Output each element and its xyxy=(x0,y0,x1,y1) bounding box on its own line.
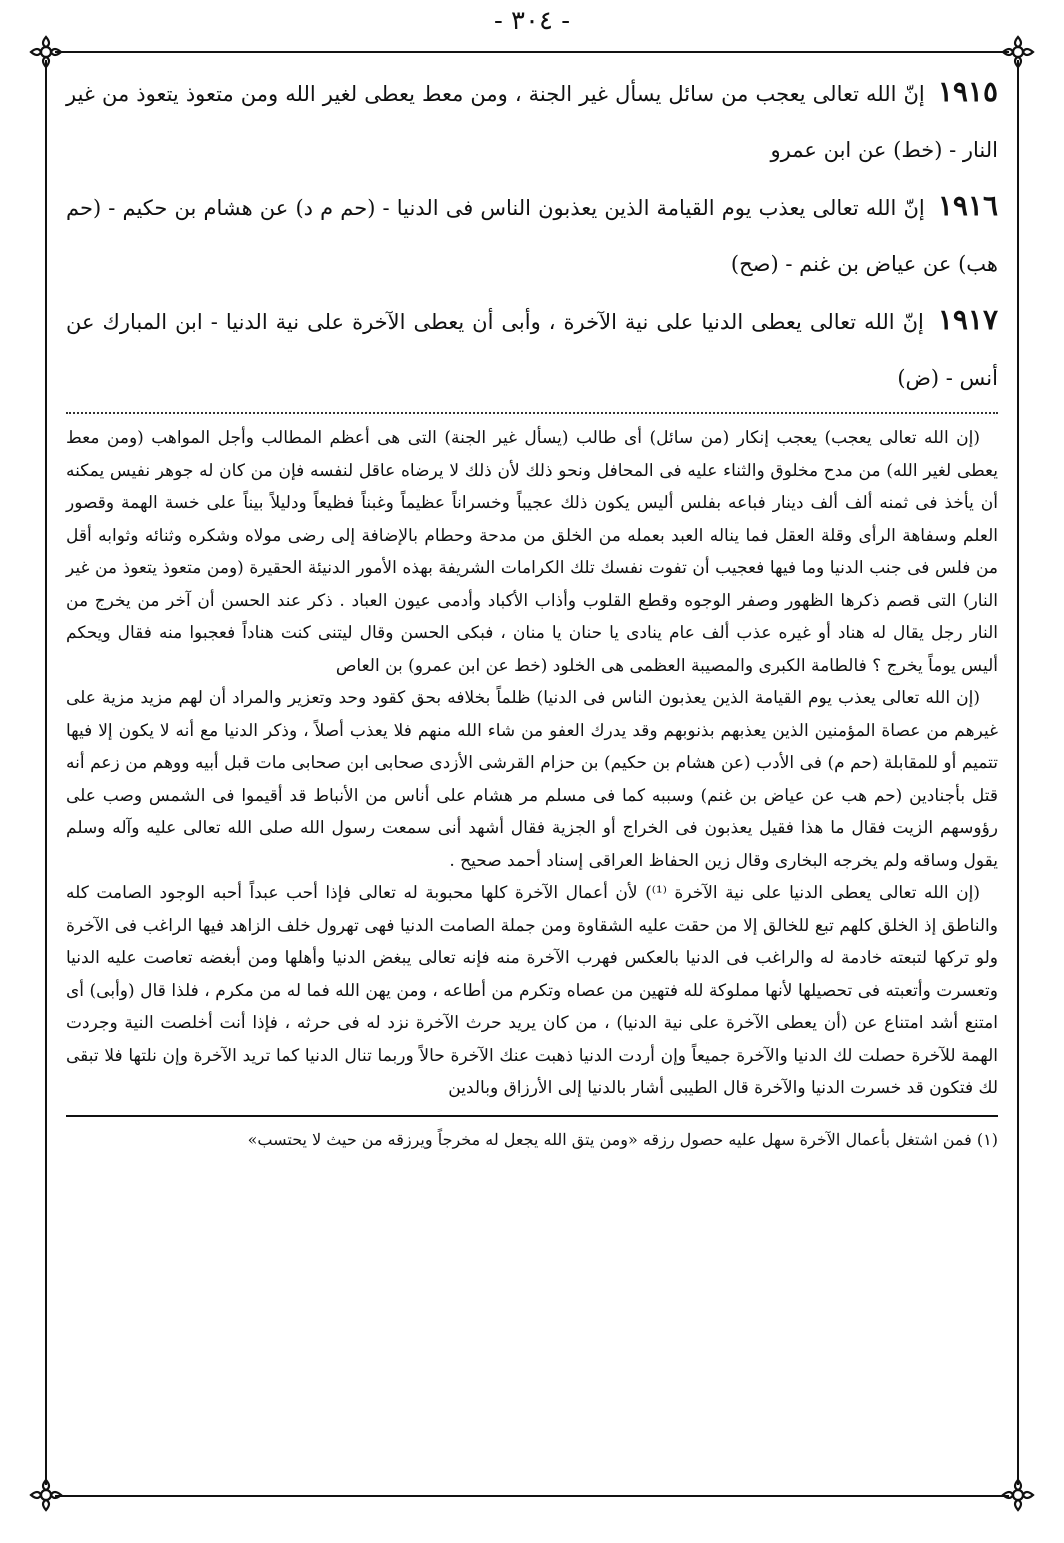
commentary-paragraph: (إن الله تعالى يعذب يوم القيامة الذين يعذبون الناس فى الدنيا) ظلماً بخلافه بحق كقود وحد وتعزير والمراد أن لهم مزيد مزية على غيرهم من عصاة المؤمنين الذين يعذبهم بذنوبهم وقد يدرك العفو من شاء الله منهم فلا يعذب أصلاً ، وذكر الدنيا مع أنه لا يكون إلا فيها تتميم أو للمقابلة (حم م) فى الأدب (عن هشام بن حكيم) بن حزام القرشى الأزدى صحابى ابن صحابى مات قبل أبيه ووهم من زعم أنه قتل بأجنادين (حم هب عن عياض بن غنم) وسببه كما فى مسلم مر هشام على أناس من الأنباط قد أقيموا فى الشمس وصب على رؤوسهم الزيت فقال ما هذا فقيل يعذبون فى الخراج أو الجزية فقال أشهد أنى سمعت رسول الله صلى الله تعالى عليه وآله وسلم يقول وساقه ولم يخرجه البخارى وقال زين الحفاظ العراقى إسناد أحمد صحيح . xyxy=(66,688,998,871)
frame-top-border xyxy=(55,51,1009,53)
hadith-section xyxy=(66,64,998,406)
hadith-entry xyxy=(66,292,998,406)
frame-right-border xyxy=(1017,60,1019,1485)
commentary-paragraph: (إن الله تعالى يعجب) يعجب إنكار (من سائل) أى طالب (يسأل غير الجنة) التى هى أعظم المطالب وأجل المواهب (ومن معط يعطى لغير الله) من مدح مخلوق والثناء عليه فى المحافل ونحو ذلك لأن ذلك لا يرضاه عاقل لنفسه فإن من كان له جوهر نفيس يمكنه أن يأخذ فى ثمنه ألف ألف دينار فباعه بفلس أليس يكون ذلك عجيباً وخسراناً عظيماً وغبناً فظيعاً ودليلاً بيناً على خسة الهمة وقصور العلم وسفاهة الرأى وقلة العقل فما يناله العبد بعمله من الخلق من مدحة وحطام بالإضافة إلى رضى مولاه وشكره وثنائه وثوابه أقل من فلس فى جنب الدنيا وما فيها فعجيب أن تفوت نفسك تلك الكرامات الشريفة بهذه الأمور الدنيئة الحقيرة (ومن متعوذ يتعوذ من غير النار) التى قصم ذكرها الظهور وصفر الوجوه وقطع القلوب وأذاب الأكباد وأدمى عيون العباد . ذكر عند الحسن أن آخر من يخرج من النار رجل يقال له هناد أو غيره عذب ألف عام ينادى يا حنان يا منان ، فبكى الحسن وقال ليتنى كنت هناداً فعجبوا منه فقال ويحكم أليس يوماً يخرج ؟ فالطامة الكبرى والمصيبة العظمى هى الخلود (خط عن ابن عمرو) بن العاص xyxy=(66,428,998,676)
hadith-entry xyxy=(66,178,998,292)
footnote: (١) فمن اشتغل بأعمال الآخرة سهل عليه حصول رزقه «ومن يتق الله يجعل له مخرجاً ويرزقه من حيث لا يحتسب» xyxy=(247,1129,998,1149)
hadith-text: إنّ الله تعالى يعطى الدنيا على نية الآخرة ، وأبى أن يعطى الآخرة على نية الدنيا - ابن المبارك عن أنس - (ض) xyxy=(66,310,998,390)
commentary-paragraph: (إن الله تعالى يعطى الدنيا على نية الآخرة ⁽¹⁾) لأن أعمال الآخرة كلها محبوبة له تعالى فإذا أحب عبداً أحبه الوجود الصامت كله والناطق إذ الخلق كلهم تبع للخالق إلا من حقت عليه الشقاوة ومن جملة الصامت الدنيا فهى تهرول خلف الزاهد فيها الراغب فى الآخرة ولو تركها لتبعته خادمة له والراغب فى الدنيا بالعكس فهرب الآخرة منه فإنه تعالى يبغض الدنيا وأهلها ومن أبغضه تعاصت عليه الدنيا وتعسرت وأتعبته فى تحصيلها لأنها مملوكة لله فتهين من عصاه وتكرم من أطاعه ، ومن يهن الله فما له من مكرم ، فلذا قال (وأبى) أى امتنع أشد امتناع عن (أن يعطى الآخرة على نية الدنيا) ، من كان يريد حرث الآخرة نزد له فى حرثه ، فإذا أنت أخلصت النية وجردت الهمة للآخرة حصلت لك الدنيا والآخرة جميعاً وإن أردت الدنيا ذهبت عنك الآخرة حالاً وربما تنال الدنيا كما تريد الآخرة وإن نلتها فلا تبقى لك فتكون قد خسرت الدنيا والآخرة قال الطيبى أشار بالدنيا إلى الأرزاق وبالدين xyxy=(66,883,998,1098)
frame-bottom-border xyxy=(55,1495,1009,1497)
corner-ornament-icon xyxy=(1000,34,1036,70)
hadith-number: ١٩١٦ xyxy=(937,189,998,222)
hadith-number: ١٩١٧ xyxy=(937,303,998,336)
hadith-entry xyxy=(66,64,998,178)
commentary-section xyxy=(66,422,998,1105)
page-content xyxy=(66,64,998,1157)
hadith-number: ١٩١٥ xyxy=(937,75,998,108)
footnote-rule xyxy=(66,1115,998,1117)
section-divider xyxy=(66,412,998,414)
page-number: - ٣٠٤ - xyxy=(493,6,571,36)
corner-ornament-icon xyxy=(28,1477,64,1513)
corner-ornament-icon xyxy=(1000,1477,1036,1513)
hadith-text: إنّ الله تعالى يعجب من سائل يسأل غير الجنة ، ومن معط يعطى لغير الله ومن متعوذ يتعوذ من غير النار - (خط) عن ابن عمرو xyxy=(66,82,998,162)
corner-ornament-icon xyxy=(28,34,64,70)
frame-left-border xyxy=(45,60,47,1485)
hadith-text: إنّ الله تعالى يعذب يوم القيامة الذين يعذبون الناس فى الدنيا - (حم م د) عن هشام بن حكيم - (حم هب) عن عياض بن غنم - (صح) xyxy=(66,196,998,276)
